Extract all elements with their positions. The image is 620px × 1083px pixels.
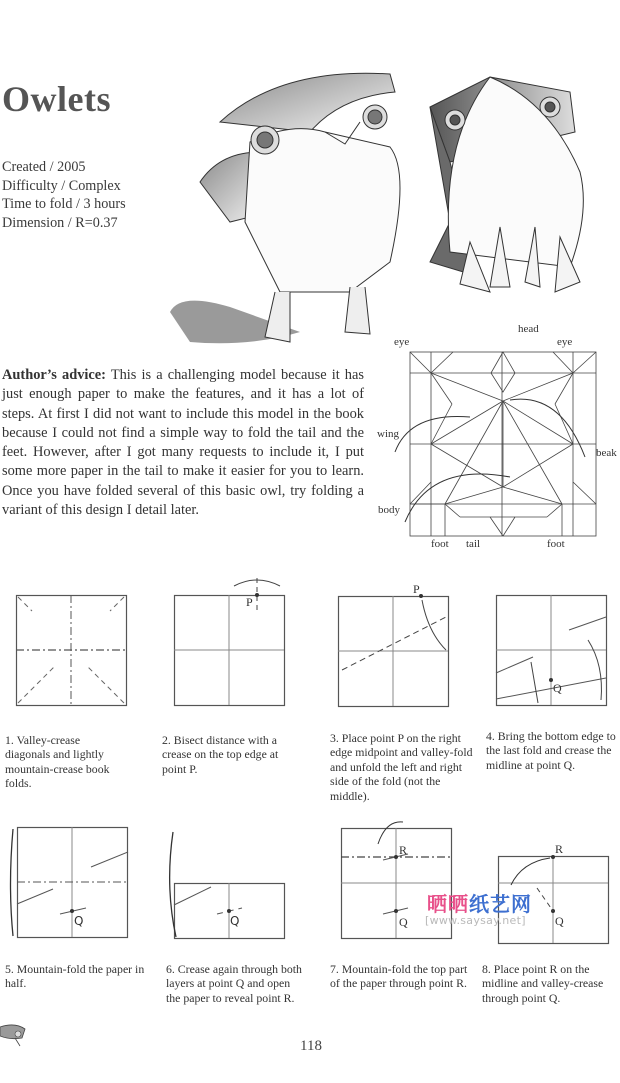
page-number: 118 xyxy=(300,1038,322,1054)
cp-label-tail: tail xyxy=(466,538,481,550)
watermark-url: [www.saysay.net] xyxy=(425,914,526,927)
model-metadata xyxy=(2,158,126,232)
step-1-caption: 1. Valley-crease diagonals and lightly mountain-crease book folds. xyxy=(5,733,110,791)
meta-time: Time to fold / 3 hours xyxy=(2,196,126,212)
model-title: Owlets xyxy=(2,79,111,119)
cp-label-foot-left: foot xyxy=(431,538,449,550)
step-3-caption: 3. Place point P on the right edge midpoint and valley-fold and unfold the left and right side of the fold (not the middle). xyxy=(330,731,473,803)
step-4-caption: 4. Bring the bottom edge to the last fold and crease the midline at point Q. xyxy=(486,729,616,772)
step-8-caption: 8. Place point R on the midline and valley-crease through point Q. xyxy=(482,962,604,1005)
watermark-logo xyxy=(427,888,532,917)
cp-label-foot-right: foot xyxy=(547,538,565,550)
step-2-caption: 2. Bisect distance with a crease on the top edge at point P. xyxy=(162,733,279,776)
step-5-diagram xyxy=(8,826,130,941)
cp-label-body: body xyxy=(378,504,400,516)
point-q-label: Q xyxy=(399,915,408,929)
cp-label-eye-right: eye xyxy=(557,336,573,348)
step-1-diagram xyxy=(16,595,128,707)
step-6-caption: 6. Crease again through both layers at point Q and open the paper to reveal point R. xyxy=(166,962,302,1005)
advice-label: Author’s advice: xyxy=(2,367,106,383)
point-q-label: Q xyxy=(555,914,564,928)
crease-pattern-diagram xyxy=(410,352,598,538)
meta-created: Created / 2005 xyxy=(2,159,86,175)
meta-difficulty: Difficulty / Complex xyxy=(2,177,121,194)
cp-label-eye-left: eye xyxy=(394,336,410,348)
step-3-diagram xyxy=(338,582,450,708)
cp-label-wing: wing xyxy=(377,428,399,440)
owl-right xyxy=(430,77,583,292)
cp-label-head: head xyxy=(518,323,539,335)
cp-label-beak: beak xyxy=(596,447,617,459)
advice-text: This is a challenging model because it has just enough paper to make the features, and it has a lot of steps. At first I did not want to include this model in the book because I could not find a simple way to fold the tail and the feet. However, after I got many requests to include it, I put some more paper in the tail to make it easier for you to learn. Once you have folded several of this basic owl, try folding a variant of this design I detail later. xyxy=(2,367,364,519)
owl-left xyxy=(200,73,400,342)
step-6-diagram xyxy=(163,827,288,942)
authors-advice xyxy=(2,366,364,520)
step-7-caption: 7. Mountain-fold the top part of the paper through point R. xyxy=(330,962,468,991)
point-q-label: Q xyxy=(74,914,84,928)
point-q-label: Q xyxy=(553,681,562,695)
watermark-cn-blue: 纸艺网 xyxy=(469,892,532,916)
point-p-label: P xyxy=(246,595,253,609)
owl-thumbnail-icon xyxy=(0,1024,28,1048)
meta-dimension: Dimension / R=0.37 xyxy=(2,214,118,231)
step-2-diagram xyxy=(174,578,286,708)
point-p-label: P xyxy=(413,582,420,596)
point-q-label: Q xyxy=(230,914,240,928)
watermark-cn-pink: 晒晒 xyxy=(427,892,469,916)
point-r-label: R xyxy=(399,843,408,857)
owlet-photo-illustration xyxy=(150,62,620,347)
step-5-caption: 5. Mountain-fold the paper in half. xyxy=(5,962,145,991)
step-4-diagram xyxy=(496,595,608,707)
point-r-label: R xyxy=(555,842,564,856)
